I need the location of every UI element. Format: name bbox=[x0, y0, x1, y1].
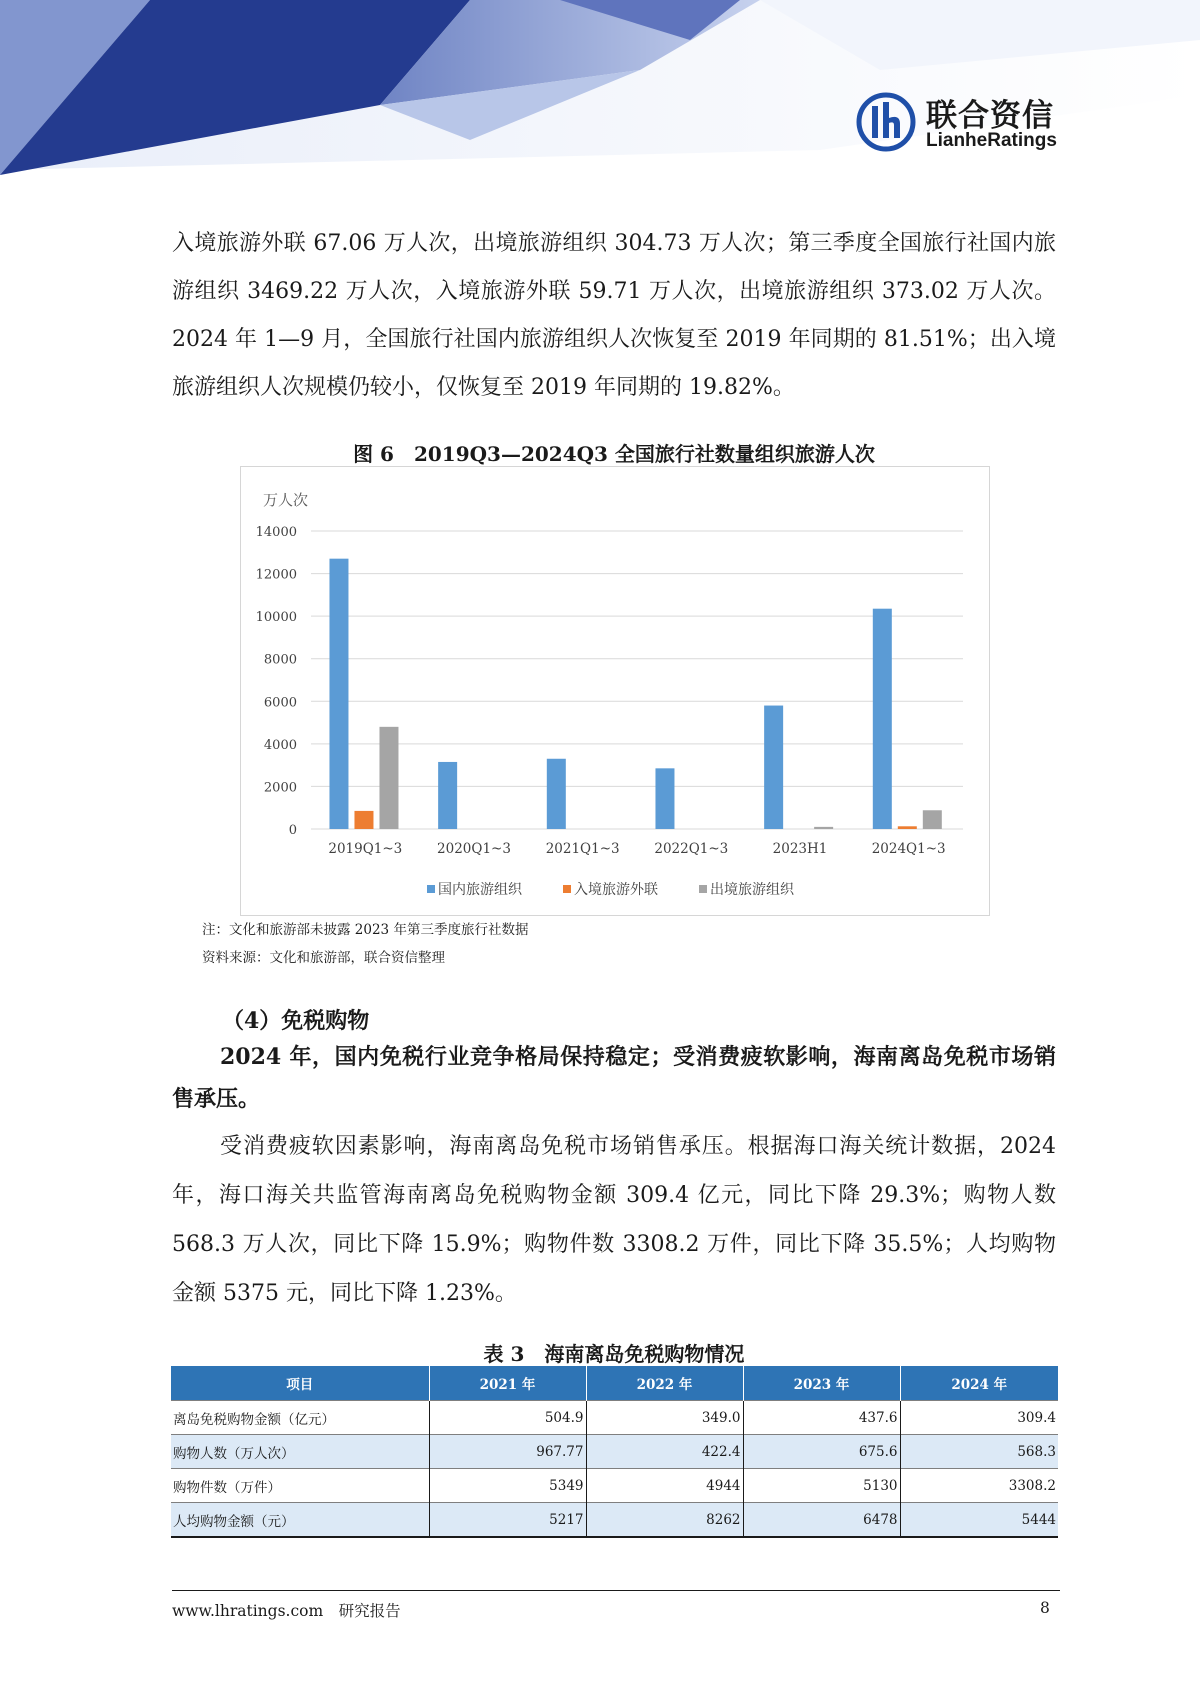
table-header-2024: 2024 年 bbox=[900, 1366, 1058, 1401]
footer-site: www.lhratings.com 研究报告 bbox=[172, 1602, 401, 1620]
y-tick-label: 6000 bbox=[263, 695, 297, 711]
table-cell: 675.6 bbox=[743, 1435, 900, 1469]
intro-paragraph: 入境旅游外联 67.06 万人次，出境旅游组织 304.73 万人次；第三季度全国旅行社国内旅游组织 3469.22 万人次，入境旅游外联 59.71 万人次，出境旅游组织 373.02 万人次。2024 年 1—9 月，全国旅行社国内旅游组织人次恢复至 2019 年同期的 81.51%；出入境旅游组织人次规模仍较小，仅恢复至 2019 年同期的 19.82%。 bbox=[172, 231, 1056, 400]
legend-entry: 出境旅游组织 bbox=[710, 882, 794, 898]
y-tick-label: 2000 bbox=[263, 780, 297, 796]
chart-note: 注：文化和旅游部未披露 2023 年第三季度旅行社数据 bbox=[202, 922, 529, 938]
bar-domestic bbox=[329, 559, 348, 829]
bar-outbound bbox=[379, 727, 398, 829]
figure-title: 图 6 2019Q3—2024Q3 全国旅行社数量组织旅游人次 bbox=[353, 442, 875, 466]
y-tick-label: 12000 bbox=[255, 567, 297, 583]
bar-domestic bbox=[873, 609, 892, 829]
table-cell: 967.77 bbox=[429, 1435, 586, 1469]
footer-divider bbox=[172, 1590, 1060, 1591]
chart-canvas bbox=[241, 467, 989, 915]
table-header-2023: 2023 年 bbox=[743, 1366, 900, 1401]
x-tick-label: 2021Q1~3 bbox=[545, 841, 620, 857]
table-cell: 568.3 bbox=[900, 1435, 1058, 1469]
x-tick-label: 2023H1 bbox=[772, 841, 828, 857]
table-cell: 349.0 bbox=[586, 1401, 743, 1435]
x-tick-label: 2019Q1~3 bbox=[328, 841, 403, 857]
duty-free-table bbox=[171, 1366, 1058, 1538]
x-tick-label: 2024Q1~3 bbox=[871, 841, 946, 857]
table-header-2022: 2022 年 bbox=[586, 1366, 743, 1401]
bar-domestic bbox=[764, 706, 783, 829]
legend-entry: 国内旅游组织 bbox=[438, 882, 522, 898]
y-tick-label: 8000 bbox=[263, 652, 297, 668]
y-tick-label: 10000 bbox=[255, 610, 297, 626]
legend-entry: 入境旅游外联 bbox=[574, 882, 658, 898]
table-header-item: 项目 bbox=[171, 1366, 429, 1401]
x-tick-label: 2022Q1~3 bbox=[654, 841, 729, 857]
table-row bbox=[171, 1435, 1058, 1469]
table-cell: 3308.2 bbox=[900, 1469, 1058, 1503]
section-body: 受消费疲软因素影响，海南离岛免税市场销售承压。根据海口海关统计数据，2024 年，海口海关共监管海南离岛免税购物金额 309.4 亿元，同比下降 29.3%；购物人数 568.3 万人次，同比下降 15.9%；购物件数 3308.2 万件，同比下降 35.5%；人均购物金额 5375 元，同比下降 1.23%。 bbox=[172, 1134, 1056, 1306]
table-header-2021: 2021 年 bbox=[429, 1366, 586, 1401]
table-title: 表 3 海南离岛免税购物情况 bbox=[483, 1342, 745, 1366]
bar-outbound bbox=[814, 827, 833, 829]
table-cell: 5217 bbox=[429, 1503, 586, 1538]
table-cell: 504.9 bbox=[429, 1401, 586, 1435]
section-title: （4）免税购物 bbox=[222, 1008, 370, 1034]
logo-english-name: LianheRatings bbox=[926, 130, 1057, 151]
bar-domestic bbox=[547, 759, 566, 829]
table-cell: 8262 bbox=[586, 1503, 743, 1538]
table-cell: 309.4 bbox=[900, 1401, 1058, 1435]
legend-swatch bbox=[563, 885, 571, 893]
section-lead: 2024 年，国内免税行业竞争格局保持稳定；受消费疲软影响，海南离岛免税市场销售承压。 bbox=[172, 1044, 1056, 1112]
bar-inbound bbox=[898, 826, 917, 829]
table-cell: 4944 bbox=[586, 1469, 743, 1503]
bar-inbound bbox=[354, 811, 373, 829]
table-cell: 5130 bbox=[743, 1469, 900, 1503]
lianhe-logo bbox=[856, 88, 1066, 158]
bar-domestic bbox=[438, 762, 457, 829]
table-cell: 购物人数（万人次） bbox=[171, 1435, 429, 1469]
legend-swatch bbox=[699, 885, 707, 893]
x-tick-label: 2020Q1~3 bbox=[437, 841, 511, 857]
bar-outbound bbox=[923, 810, 942, 829]
y-tick-label: 0 bbox=[288, 823, 297, 838]
bar-domestic bbox=[655, 768, 674, 829]
table-row bbox=[171, 1503, 1058, 1538]
page-number: 8 bbox=[1040, 1599, 1050, 1617]
tourism-bar-chart bbox=[240, 466, 990, 916]
y-tick-label: 14000 bbox=[255, 525, 297, 540]
lianhe-logo-icon bbox=[856, 92, 916, 152]
table-cell: 6478 bbox=[743, 1503, 900, 1538]
legend-swatch bbox=[427, 885, 435, 893]
logo-chinese-name: 联合资信 bbox=[926, 98, 1054, 134]
table-cell: 购物件数（万件） bbox=[171, 1469, 429, 1503]
table-cell: 422.4 bbox=[586, 1435, 743, 1469]
table-row bbox=[171, 1401, 1058, 1435]
table-row bbox=[171, 1469, 1058, 1503]
y-axis-unit-label: 万人次 bbox=[263, 491, 309, 509]
table-cell: 人均购物金额（元） bbox=[171, 1503, 429, 1538]
y-tick-label: 4000 bbox=[263, 737, 297, 753]
table-cell: 5349 bbox=[429, 1469, 586, 1503]
table-cell: 437.6 bbox=[743, 1401, 900, 1435]
table-header-row bbox=[171, 1366, 1058, 1401]
table-cell: 5444 bbox=[900, 1503, 1058, 1538]
table-cell: 离岛免税购物金额（亿元） bbox=[171, 1401, 429, 1435]
chart-source: 资料来源：文化和旅游部，联合资信整理 bbox=[202, 950, 445, 966]
